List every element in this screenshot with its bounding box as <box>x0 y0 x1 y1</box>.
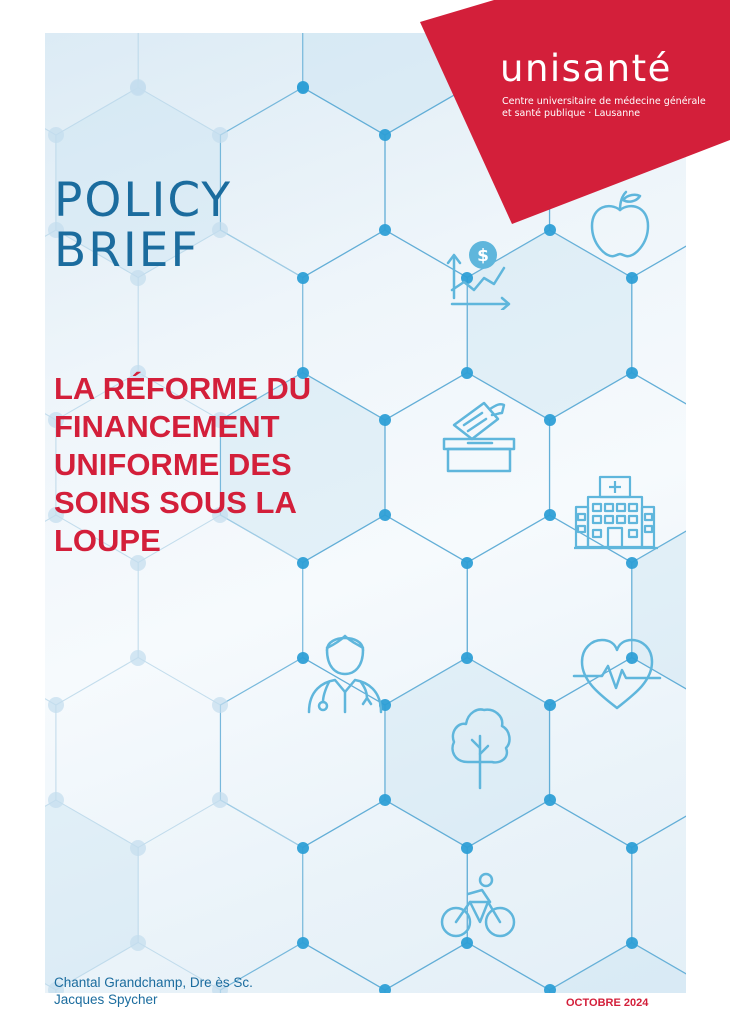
apple-icon <box>588 188 652 260</box>
brand-subtitle-line1: Centre universitaire de médecine générale <box>502 96 706 107</box>
author-name: Chantal Grandchamp, Dre ès Sc. <box>54 975 253 990</box>
heartbeat-icon <box>572 636 662 714</box>
title-line: SOINS SOUS LA <box>54 485 297 520</box>
document-type-line2: BRIEF <box>54 223 200 278</box>
hospital-icon <box>574 474 658 552</box>
page-title <box>54 370 311 560</box>
publication-date: OCTOBRE 2024 <box>566 997 649 1009</box>
authors <box>54 974 253 1008</box>
tree-icon <box>448 706 512 790</box>
cyclist-icon <box>440 872 516 940</box>
title-line: LA RÉFORME DU <box>54 371 312 406</box>
title-line: FINANCEMENT <box>54 409 280 444</box>
document-type-line1: POLICY <box>54 173 233 228</box>
author-name: Jacques Spycher <box>54 992 158 1007</box>
brand-logo: unisanté <box>500 47 672 90</box>
doctor-icon <box>305 626 385 714</box>
title-line: LOUPE <box>54 523 161 558</box>
document-type <box>54 173 233 278</box>
brand-subtitle-line2: et santé publique · Lausanne <box>502 108 641 119</box>
brand-subtitle <box>502 96 706 120</box>
ballot-box-icon <box>440 395 520 475</box>
money-growth-icon <box>444 238 514 310</box>
svg-text:$: $ <box>477 246 489 266</box>
title-line: UNIFORME DES <box>54 447 292 482</box>
